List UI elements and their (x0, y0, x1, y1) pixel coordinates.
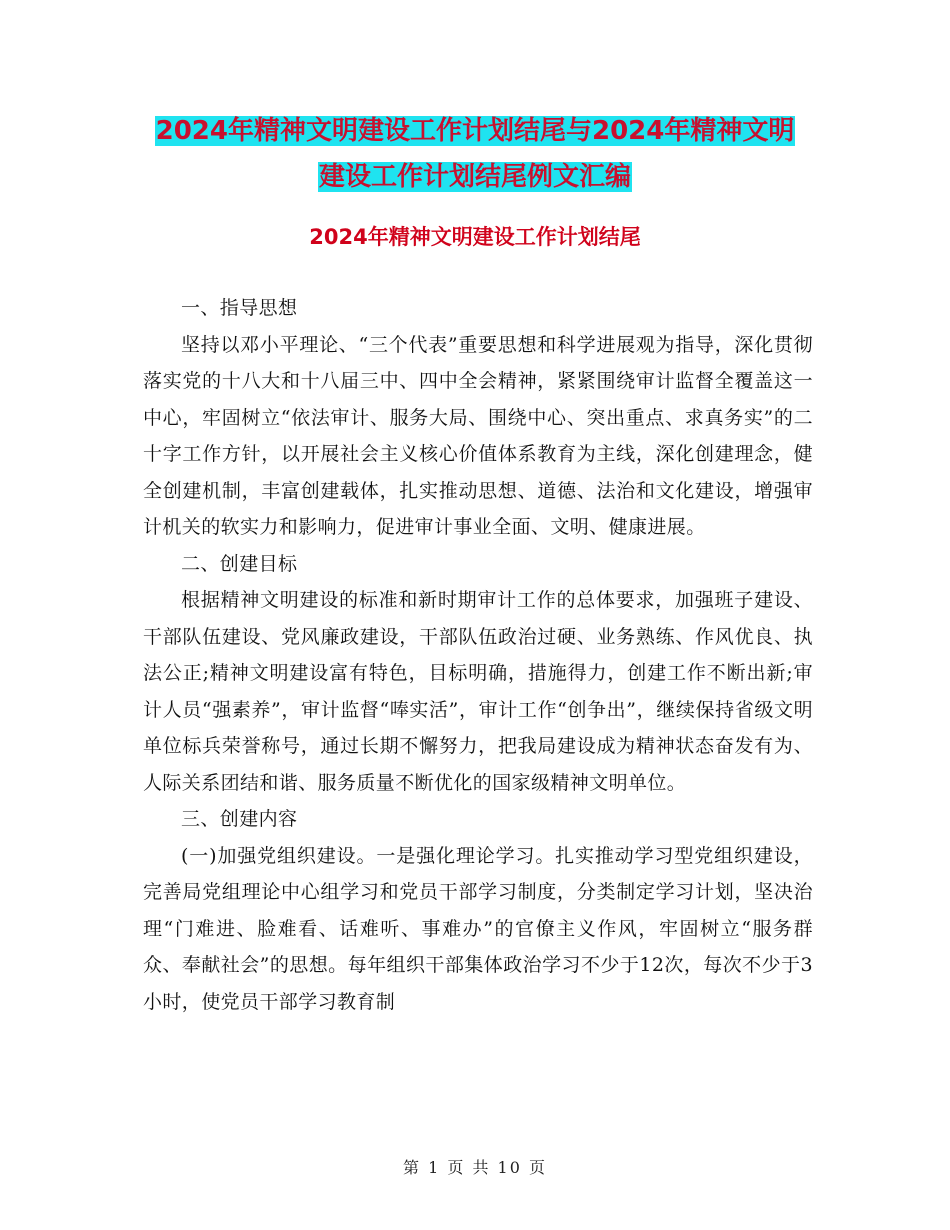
heading-goals: 二、创建目标 (181, 552, 298, 575)
document-title (120, 108, 830, 200)
page-number-footer: 第 1 页 共 10 页 (403, 1158, 547, 1177)
title-line-2: 建设工作计划结尾例文汇编 (318, 162, 631, 192)
paragraph-party-building: (一)加强党组织建设。一是强化理论学习。扎实推动学习型党组织建设，完善局党组理论中心组学习和党员干部学习制度，分类制定学习计划，坚决治理“门难进、脸难看、话难听、事难办”的官僚主义作风，牢固树立“服务群众、奉献社会”的思想。每年组织干部集体政治学习不少于12次，每次不少于3小时，使党员干部学习教育制 (143, 844, 813, 1013)
paragraph-guiding-ideology: 坚持以邓小平理论、“三个代表”重要思想和科学进展观为指导，深化贯彻落实党的十八大和十八届三中、四中全会精神，紧紧围绕审计监督全覆盖这一中心，牢固树立“依法审计、服务大局、围绕中心、突出重点、求真务实”的二十字工作方针，以开展社会主义核心价值体系教育为主线，深化创建理念，健全创建机制，丰富创建载体，扎实推动思想、道德、法治和文化建设，增强审计机关的软实力和影响力，促进审计事业全面、文明、健康进展。 (143, 333, 813, 538)
title-line-1: 2024年精神文明建设工作计划结尾与2024年精神文明 (155, 116, 795, 146)
heading-guiding-ideology: 一、指导思想 (181, 297, 298, 319)
heading-content: 三、创建内容 (181, 808, 298, 830)
paragraph-goals: 根据精神文明建设的标准和新时期审计工作的总体要求，加强班子建设、干部队伍建设、党风廉政建设，干部队伍政治过硬、业务熟练、作风优良、执法公正;精神文明建设富有特色，目标明确，措施得力，创建工作不断出新;审计人员“强素养”，审计监督“唪实活”，审计工作“创争出”，继续保持省级文明单位标兵荣誉称号，通过长期不懈努力，把我局建设成为精神状态奋发有为、人际关系团结和谐、服务质量不断优化的国家级精神文明单位。 (143, 589, 813, 794)
section-subtitle: 2024年精神文明建设工作计划结尾 (309, 225, 641, 249)
document-body (143, 290, 813, 1020)
